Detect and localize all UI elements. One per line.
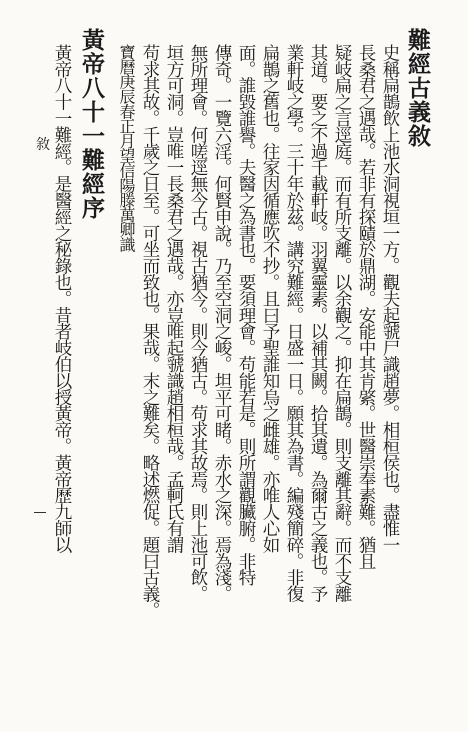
preface-line-7: 面。誰毀誰譽。夫醫之為書也。要須理會。苟能若是。則所謂觀臟腑。非特 (236, 44, 256, 586)
main-preface-line-1: 黃帝八十一難經。是醫經之秘錄也。昔者岐伯以授黃帝。黃帝歷九師以 (52, 44, 72, 553)
preface-line-11: 苟求其故。千歲之日至。可坐而致也。果哉。末之難矣。略述燃促。題曰古義。 (140, 44, 160, 619)
preface-title: 難經古義敘 (404, 28, 431, 148)
preface-line-6: 扁鵲之舊也。往家因循應吹不抄。且曰予聖誰知烏之雌雄。亦唯人心如 (260, 44, 280, 553)
preface-line-4: 其道。要之不過千載軒岐。羽翼靈素。以補其闕。拾其遺。為爾古之義也。予 (308, 44, 328, 602)
preface-line-10: 垣方可洞。豈唯一長桑君之遇哉。亦豈唯起虢識趙相桓哉。孟軻氏有謂 (164, 44, 184, 553)
margin-mark: 敘 (36, 137, 50, 153)
preface-line-5: 業軒岐之學。三十年於茲。講究難經。日盛一日。願其為書。編殘簡碎。非復 (284, 44, 304, 602)
preface-line-3: 疑岐扁之言逕庭。而有所支離。以余觀之。抑在扁鵲。則支離其辭。而不支離 (332, 44, 352, 602)
preface-line-9: 無所理會。何嗟逕無今古。視古猶今。則今猶古。苟求其故焉。則上池可飲。 (188, 44, 208, 602)
preface-signature: 寶曆庚辰春正月望信陽滕萬卿識 (117, 44, 136, 252)
preface-line-8: 傳奇。一覽六淫。何賢申說。乃至空洞之峻。坦平可睹。赤水之深。焉為淺。 (212, 44, 232, 602)
preface-line-1: 史稱扁鵲飲上池水洞視垣一方。觀夫起虢尸識趙夢。相桓侯也。盡惟一 (380, 44, 400, 553)
main-preface-title: 黃帝八十一難經序 (78, 28, 105, 220)
folio-mark (34, 512, 46, 513)
preface-line-2: 長桑君之遇哉。若非有探賾於鼎湖。安能中其肯綮。世醫崇奉素難。猶且 (356, 44, 376, 569)
